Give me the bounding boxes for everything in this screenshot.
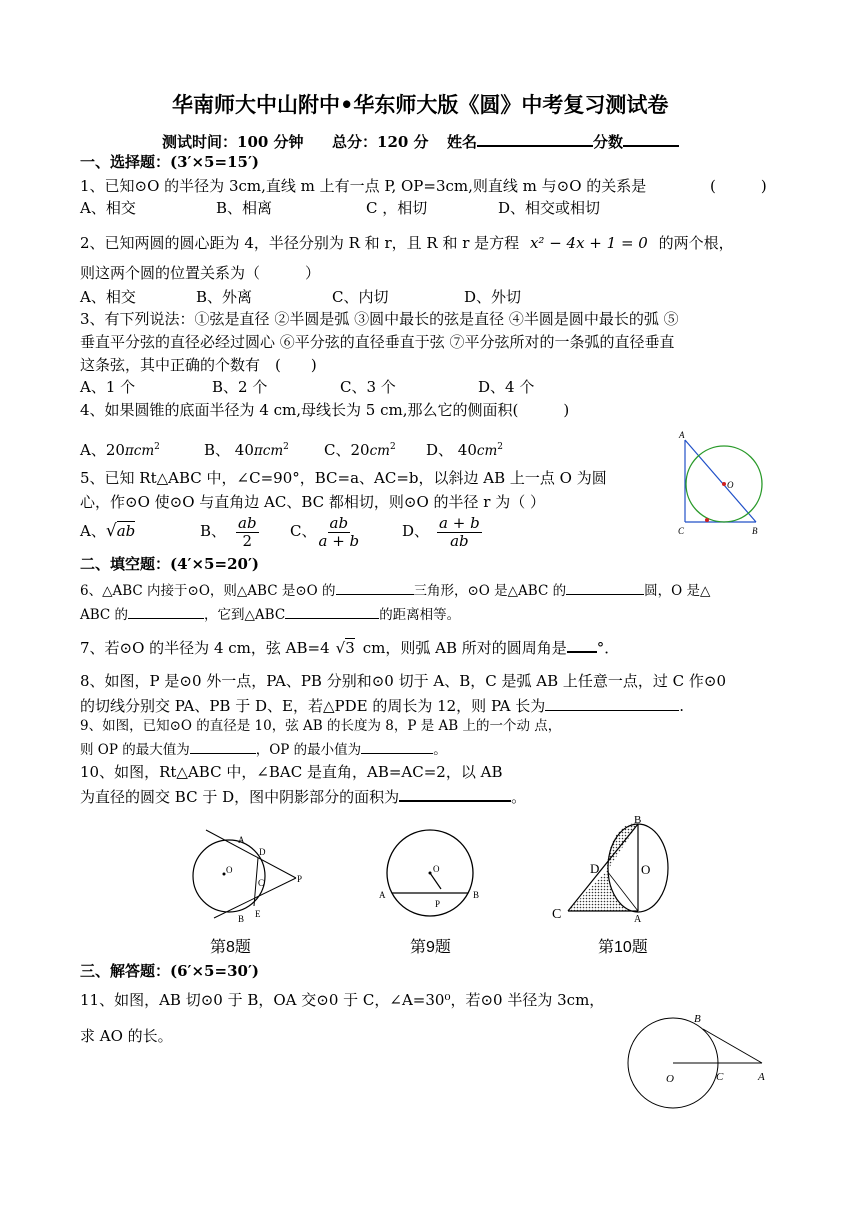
fig8-caption: 第8题: [210, 939, 251, 956]
q5-label-a: A: [679, 430, 685, 440]
q5-label-o: O: [727, 480, 734, 490]
score-blank[interactable]: [623, 131, 679, 147]
q11-label-a: A: [758, 1071, 765, 1083]
q3-line3: 这条弦，其中正确的个数有 ( ): [80, 356, 317, 374]
q5-line2: 心，作⊙O 使⊙O 与直角边 AC、BC 都相切，则⊙O 的半径 r 为（ ）: [80, 493, 546, 511]
fig10-label-b: B: [634, 814, 642, 826]
q5-option-a[interactable]: A、√ab: [80, 521, 136, 541]
q11-tangent-ab: [703, 1029, 762, 1063]
q3-option-d[interactable]: D、4 个: [478, 378, 535, 396]
q7-blank[interactable]: [567, 637, 597, 653]
q6-blank-4[interactable]: [285, 604, 379, 619]
q11-label-o: O: [666, 1073, 674, 1085]
fig9-segment-op: [430, 873, 441, 889]
q2-equation: x² − 4x + 1 = 0: [529, 234, 648, 252]
fig8-label-d: D: [259, 847, 266, 857]
q6-blank-3[interactable]: [128, 604, 204, 619]
q11-label-c: C: [716, 1071, 724, 1083]
fig10-label-c: C: [552, 907, 562, 922]
q3-option-c[interactable]: C、3 个: [340, 378, 396, 396]
total-score: 总分：120 分: [332, 133, 429, 151]
section-fill-heading: 二、填空题：(4′×5=20′): [80, 555, 259, 573]
fig9-label-b: B: [473, 890, 480, 900]
q11-figure: [628, 1010, 778, 1110]
q2-stem: [80, 234, 734, 252]
q5-option-c[interactable]: C、 $\frac{ab}{a + b}$: [290, 513, 360, 550]
q5-center-dot: [722, 482, 726, 486]
q2-stem-line2: 则这两个圆的位置关系为（ ）: [80, 264, 321, 282]
q2-option-c[interactable]: C、内切: [332, 288, 389, 306]
section-choice-heading: 一、选择题：(3′×5=15′): [80, 153, 259, 171]
q5-figure: [676, 430, 776, 540]
fig8-label-b: B: [238, 914, 245, 924]
q2-option-b[interactable]: B、外离: [196, 288, 253, 306]
fig9-diagram: [376, 826, 486, 926]
q1-option-c[interactable]: C ，相切: [366, 199, 428, 217]
q2-stem-part1: 2、已知两圆的圆心距为 4，半径分别为 R 和 r，且 R 和 r 是方程: [80, 234, 520, 252]
q9-blank-max[interactable]: [190, 739, 256, 754]
q7-stem: 7、若⊙O 的半径为 4 cm，弦 AB=4 √3 cm，则弧 AB 所对的圆周角是 °．: [80, 639, 620, 657]
q3-option-b[interactable]: B、2 个: [212, 378, 268, 396]
q1-stem: 1、已知⊙O 的半径为 3cm,直线 m 上有一点 P, OP=3cm,则直线 m 与⊙O 的关系是: [80, 177, 647, 195]
q11-label-b: B: [694, 1013, 701, 1025]
q1-option-b[interactable]: B、相离: [216, 199, 273, 217]
q10-line1: 10、如图，Rt△ABC 中，∠BAC 是直角，AB=AC=2，以 AB: [80, 763, 503, 781]
q8-blank[interactable]: [545, 696, 679, 711]
q5-option-b[interactable]: B、 $\frac{ab}{2}$: [200, 513, 257, 550]
q5-line1: 5、已知 Rt△ABC 中，∠C=90°，BC=a、AC=b，以斜边 AB 上一点 O 为圆: [80, 469, 607, 487]
q10-blank[interactable]: [399, 786, 511, 802]
q11-line1: 11、如图，AB 切⊙0 于 B，OA 交⊙0 于 C，∠A=30⁰，若⊙0 半径为 3cm，: [80, 991, 605, 1009]
q2-option-a[interactable]: A、相交: [80, 288, 136, 306]
q4-option-c[interactable]: C、$20cm^2$: [324, 441, 396, 459]
exam-info: [162, 131, 679, 151]
fig8-label-o: O: [226, 865, 233, 875]
q9-line2: 则 OP 的最大值为 ，OP 的最小值为 。: [80, 739, 447, 759]
fig9-label-p: P: [435, 899, 441, 909]
q8-line2: 的切线分别交 PA、PB 于 D、E，若△PDE 的周长为 12，则 PA 长为 .: [80, 697, 685, 715]
q3-line2: 垂直平分弦的直径必经过圆心 ⑥平分弦的直径垂直于弦 ⑦平分弦所对的一条弧的直径垂直: [80, 333, 675, 351]
q6-line1: 6、△ABC 内接于⊙O，则△ABC 是⊙O 的 三角形，⊙O 是△ABC 的 圆，O 是△: [80, 580, 710, 600]
q9-blank-min[interactable]: [361, 739, 433, 754]
fig8-diagram: [192, 826, 302, 926]
q3-option-a[interactable]: A、1 个: [80, 378, 136, 396]
fig9-label-o: O: [433, 864, 440, 874]
q4-stem: 4、如果圆锥的底面半径为 4 cm,母线长为 5 cm,那么它的侧面积( ): [80, 401, 570, 419]
q5-tangent-dot: [705, 518, 709, 522]
q1-option-a[interactable]: A、相交: [80, 199, 136, 217]
q11-line2: 求 AO 的长。: [80, 1027, 173, 1045]
q5-label-b: B: [752, 526, 758, 536]
fig8-label-p: P: [297, 874, 303, 884]
q4-option-d[interactable]: D、 $40cm^2$: [426, 441, 503, 459]
q5-option-d[interactable]: D、 $\frac{a + b}{ab}$: [402, 513, 480, 550]
q6-blank-2[interactable]: [566, 580, 644, 595]
name-blank[interactable]: [477, 131, 593, 147]
test-time: 测试时间：100 分钟: [162, 133, 304, 151]
fig9-center-dot: [429, 872, 432, 875]
fig10-label-d: D: [590, 861, 600, 876]
q2-option-d[interactable]: D、外切: [464, 288, 522, 306]
q6-line2: ABC 的 ，它到△ABC 的距离相等。: [80, 604, 460, 624]
q2-stem-part2: 的两个根，: [658, 234, 734, 252]
fig10-caption: 第10题: [598, 939, 648, 956]
fig10-label-o: O: [641, 862, 651, 877]
q1-paren: ( ): [710, 177, 767, 195]
q3-line1: 3、有下列说法：①弦是直径 ②半圆是弧 ③圆中最长的弦是直径 ④半圆是圆中最长的弧 ⑤: [80, 310, 679, 328]
page-title: 华南师大中山附中•华东师大版《圆》中考复习测试卷: [172, 92, 669, 117]
fig9-caption: 第9题: [410, 939, 451, 956]
q9-line1: 9、如图，已知⊙O 的直径是 10，弦 AB 的长度为 8，P 是 AB 上的一个动 点，: [80, 718, 562, 734]
fig10-shade-lower: [568, 871, 638, 911]
q1-option-d[interactable]: D、相交或相切: [498, 199, 601, 217]
q6-blank-1[interactable]: [336, 580, 414, 595]
q4-option-a[interactable]: A、20πcm$^2$: [80, 441, 160, 459]
fig8-label-a: A: [238, 835, 245, 845]
score-label: 分数: [593, 133, 624, 151]
q8-line1: 8、如图，P 是⊙0 外一点，PA、PB 分别和⊙0 切于 A、B，C 是弧 AB 上任意一点，过 C 作⊙0: [80, 672, 726, 690]
q10-line2: 为直径的圆交 BC 于 D，图中阴影部分的面积为 。: [80, 788, 527, 806]
fig10-diagram: [552, 814, 672, 925]
name-label: 姓名: [447, 133, 478, 151]
fig8-label-c: C: [258, 878, 265, 888]
section-solve-heading: 三、解答题：(6′×5=30′): [80, 962, 259, 980]
q4-option-b[interactable]: B、 40πcm$^2$: [204, 441, 289, 459]
fig8-tangent-pa: [206, 830, 296, 878]
fig9-label-a: A: [379, 890, 386, 900]
fig8-label-e: E: [255, 909, 261, 919]
q5-label-c: C: [678, 526, 685, 536]
fig10-label-a: A: [634, 914, 642, 925]
